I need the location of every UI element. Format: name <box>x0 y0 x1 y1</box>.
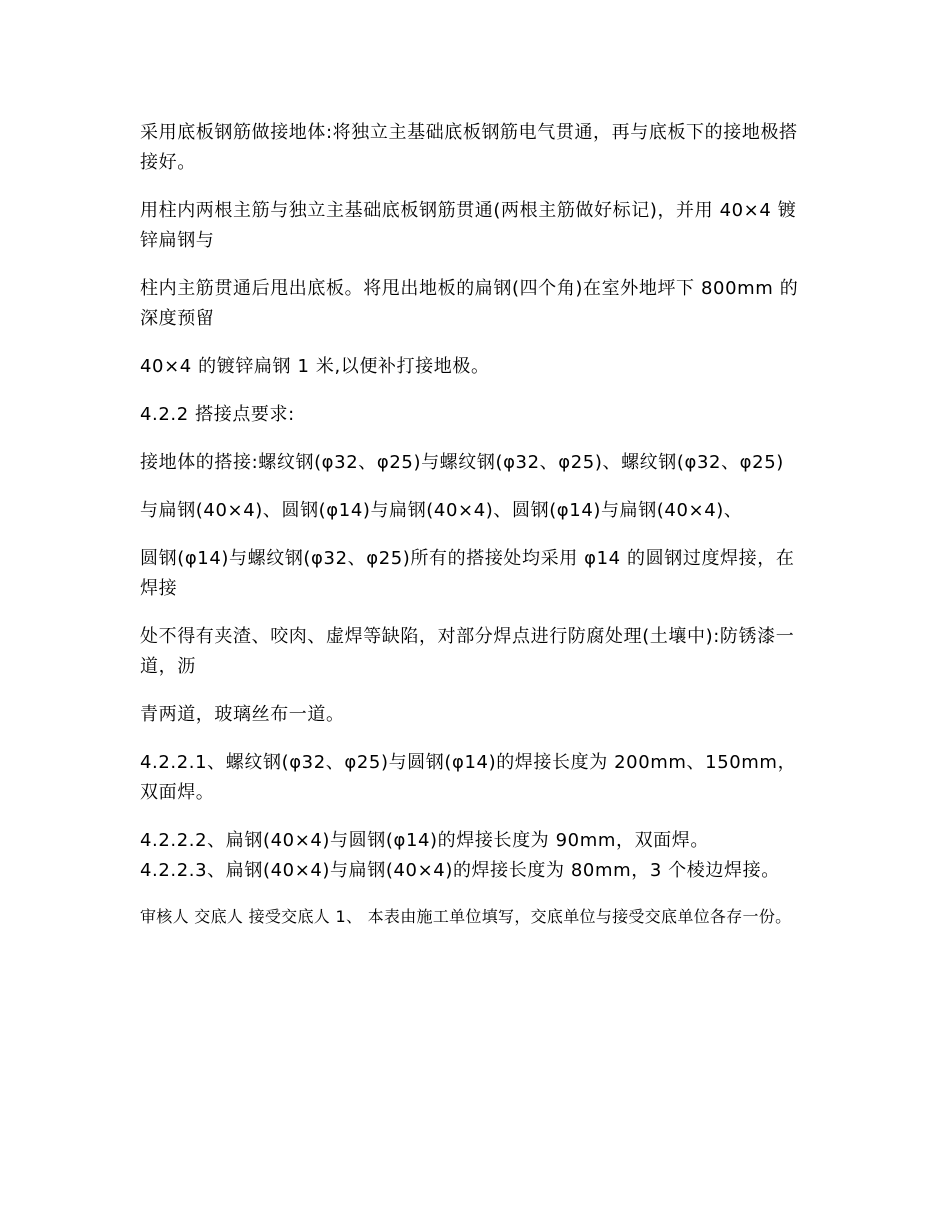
paragraph-overlap-rebar: 接地体的搭接:螺纹钢(φ32、φ25)与螺纹钢(φ32、φ25)、螺纹钢(φ32、φ25) <box>140 452 784 473</box>
paragraph-grounding-method: 采用底板钢筋做接地体:将独立主基础底板钢筋电气贯通，再与底板下的接地极搭接好。 <box>140 122 798 173</box>
paragraph-transition-welding: 圆钢(φ14)与螺纹钢(φ32、φ25)所有的搭接处均采用 φ14 的圆钢过度焊接，在焊接 <box>140 548 795 599</box>
clause-4-2-2-3: 4.2.2.3、扁钢(40×4)与扁钢(40×4)的焊接长度为 80mm，3 个棱边焊接。 <box>140 860 780 881</box>
section-heading-overlap-points: 4.2.2 搭接点要求: <box>140 404 295 425</box>
footer-note: 审核人 交底人 接受交底人 1、 本表由施工单位填写，交底单位与接受交底单位各存一份。 <box>140 907 792 926</box>
paragraph-weld-defects: 处不得有夹渣、咬肉、虚焊等缺陷，对部分焊点进行防腐处理(土壤中):防锈漆一道，沥 <box>140 626 795 677</box>
paragraph-reserved-steel: 40×4 的镀锌扁钢 1 米,以便补打接地极。 <box>140 356 490 377</box>
paragraph-column-rebar: 用柱内两根主筋与独立主基础底板钢筋贯通(两根主筋做好标记)，并用 40×4 镀锌扁钢与 <box>140 200 797 251</box>
paragraph-overlap-flat-steel: 与扁钢(40×4)、圆钢(φ14)与扁钢(40×4)、圆钢(φ14)与扁钢(40×4)、 <box>140 500 743 521</box>
clause-4-2-2-2: 4.2.2.2、扁钢(40×4)与圆钢(φ14)的焊接长度为 90mm，双面焊。 <box>140 830 709 851</box>
document-body <box>140 118 805 948</box>
paragraph-flat-steel-exit: 柱内主筋贯通后甩出底板。将甩出地板的扁钢(四个角)在室外地坪下 800mm 的深度预留 <box>140 278 799 329</box>
paragraph-anticorrosion: 青两道，玻璃丝布一道。 <box>140 704 345 725</box>
clause-4-2-2-1: 4.2.2.1、螺纹钢(φ32、φ25)与圆钢(φ14)的焊接长度为 200mm、150mm，双面焊。 <box>140 752 797 803</box>
